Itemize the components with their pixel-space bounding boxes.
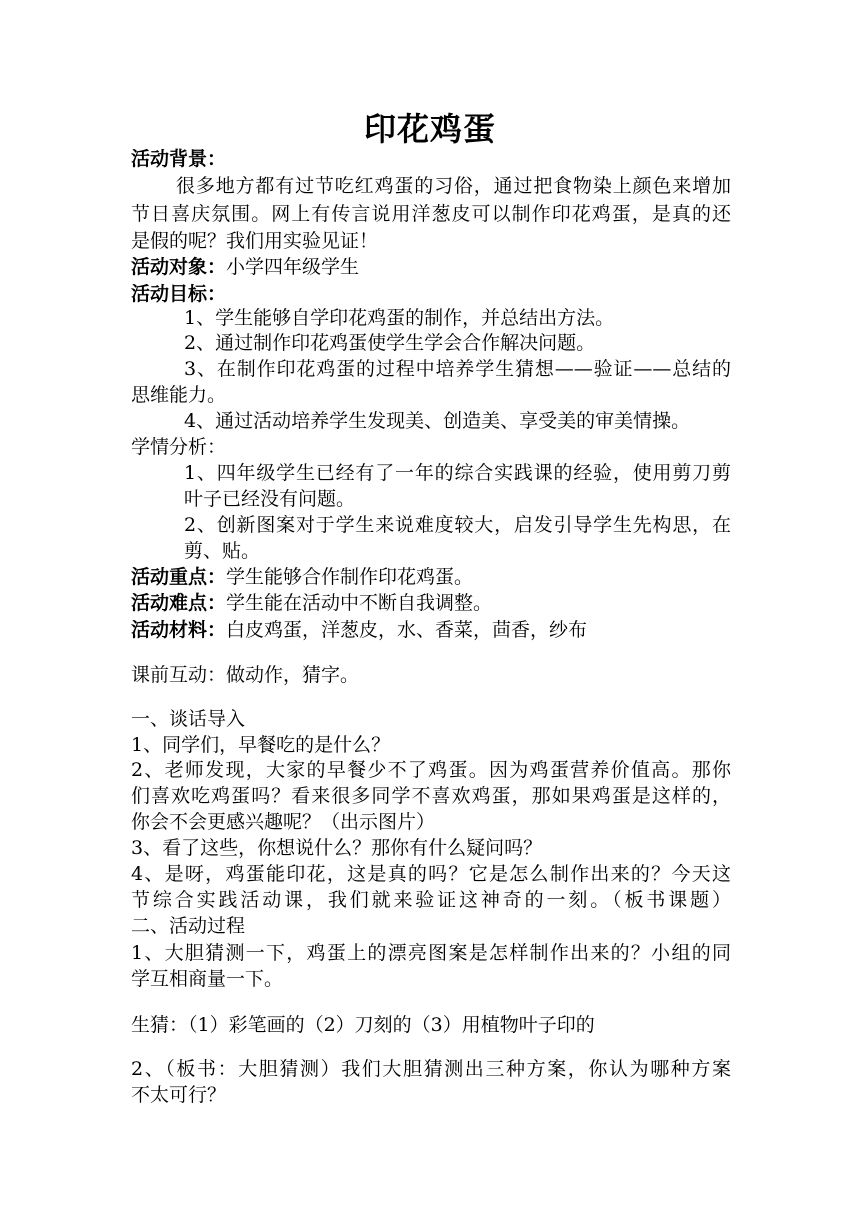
guess-line: 生猜：（1）彩笔画的（2）刀刻的（3）用植物叶子印的 — [131, 1014, 595, 1036]
key-row — [131, 564, 731, 590]
materials-row — [131, 617, 731, 643]
paragraph-line: 们喜欢吃鸡蛋吗？看来很多同学不喜欢鸡蛋，那如果鸡蛋是这样的， — [131, 785, 731, 807]
materials-value: 白皮鸡蛋，洋葱皮，水、香菜，茴香，纱布 — [226, 619, 588, 641]
paragraph-line: 你会不会更感兴趣呢？（出示图片） — [131, 811, 436, 833]
paragraph-line: 2、（板书：大胆猜测）我们大胆猜测出三种方案，你认为哪种方案 — [131, 1058, 731, 1080]
paragraph-line: 4、是呀，鸡蛋能印花，这是真的吗？它是怎么制作出来的？今天这 — [131, 863, 731, 885]
goal-item: 1、学生能够自学印花鸡蛋的制作，并总结出方法。 — [184, 307, 615, 329]
goals-heading: 活动目标： — [131, 283, 227, 305]
key-label: 活动重点： — [131, 566, 227, 588]
goal-item: 思维能力。 — [131, 384, 227, 406]
goal-item: 3、在制作印花鸡蛋的过程中培养学生猜想——验证——总结的 — [184, 358, 731, 380]
analysis-item: 2、创新图案对于学生来说难度较大，启发引导学生先构思，在 — [184, 514, 731, 536]
target-value: 小学四年级学生 — [226, 256, 360, 278]
analysis-item: 剪、贴。 — [184, 540, 261, 562]
analysis-item: 叶子已经没有问题。 — [184, 488, 356, 510]
analysis-heading: 学情分析： — [131, 436, 227, 458]
paragraph-line: 3、看了这些，你想说什么？那你有什么疑问吗？ — [131, 837, 543, 859]
section-heading: 一、谈话导入 — [131, 708, 246, 730]
key-value: 学生能够合作制作印花鸡蛋。 — [226, 566, 474, 588]
paragraph-line: 1、同学们，早餐吃的是什么？ — [131, 734, 391, 756]
background-line: 是假的呢？我们用实验见证！ — [131, 230, 379, 252]
paragraph-line: 2、老师发现，大家的早餐少不了鸡蛋。因为鸡蛋营养价值高。那你 — [131, 759, 731, 781]
background-line: 很多地方都有过节吃红鸡蛋的习俗，通过把食物染上颜色来增加 — [176, 175, 731, 197]
target-label: 活动对象： — [131, 256, 227, 278]
background-heading: 活动背景： — [131, 148, 227, 170]
paragraph-line: 学互相商量一下。 — [131, 968, 284, 990]
goal-item: 4、通过活动培养学生发现美、创造美、享受美的审美情操。 — [184, 410, 691, 432]
background-line: 节日喜庆氛围。网上有传言说用洋葱皮可以制作印花鸡蛋，是真的还 — [131, 203, 731, 225]
difficulty-row — [131, 590, 731, 616]
difficulty-value: 学生能在活动中不断自我调整。 — [226, 592, 493, 614]
target-row — [131, 254, 731, 280]
section-heading: 二、活动过程 — [131, 915, 246, 937]
materials-label: 活动材料： — [131, 619, 227, 641]
document-title: 印花鸡蛋 — [363, 110, 496, 148]
paragraph-line: 节综合实践活动课，我们就来验证这神奇的一刻。（板书课题） — [131, 889, 731, 911]
paragraph-line: 1、大胆猜测一下，鸡蛋上的漂亮图案是怎样制作出来的？小组的同 — [131, 942, 731, 964]
paragraph-line: 不太可行？ — [131, 1084, 227, 1106]
difficulty-label: 活动难点： — [131, 592, 227, 614]
goal-item: 2、通过制作印花鸡蛋使学生学会合作解决问题。 — [184, 332, 596, 354]
warmup-line: 课前互动：做动作，猜字。 — [131, 664, 360, 686]
analysis-item: 1、四年级学生已经有了一年的综合实践课的经验，使用剪刀剪 — [184, 462, 731, 484]
